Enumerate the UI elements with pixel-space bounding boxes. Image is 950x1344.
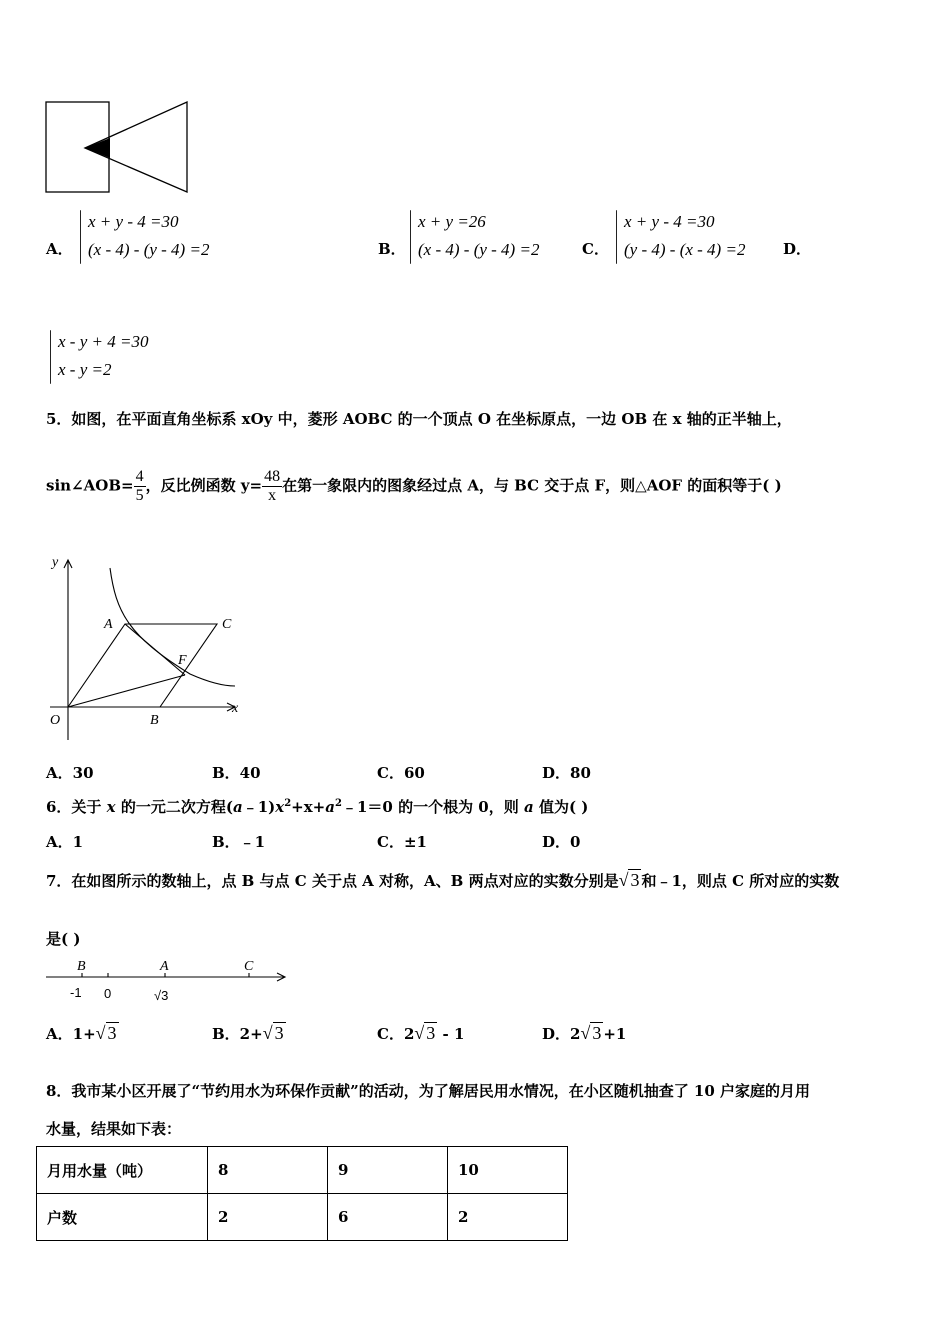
q4-option-c-system: x + y - 4 =30 (y - 4) - (x - 4) =2 (624, 212, 746, 259)
q8-stem-line1: 8．我市某小区开展了“节约用水为环保作贡献”的活动，为了解居民用水情况，在小区随机抽查了 10 户家庭的月用 (46, 1082, 811, 1100)
q5-option-a: A．30 (46, 764, 94, 782)
q4-figure (40, 96, 200, 198)
q7-label-b: B (77, 959, 86, 974)
q5-option-d: D．80 (542, 764, 591, 782)
q7-stem-line1: 7．在如图所示的数轴上，点 B 与点 C 关于点 A 对称，A、B 两点对应的实数分别是√ 3 和﹣1，则点 C 所对应的实数 (46, 870, 840, 890)
q7-tick-neg1: -1 (70, 985, 82, 1000)
q5-label-o: O (50, 713, 61, 728)
q5-stem-line1: 5．如图，在平面直角坐标系 xOy 中，菱形 AOBC 的一个顶点 O 在坐标原点，一边 OB 在 x 轴的正半轴上， (46, 410, 792, 428)
q6-option-d: D．0 (542, 833, 581, 851)
q5-label-c: C (222, 617, 232, 632)
table-row (37, 1147, 568, 1194)
q8-stem-line2: 水量，结果如下表： (46, 1120, 182, 1138)
q4-option-d-label: D． (783, 240, 812, 258)
q5-option-c: C．60 (377, 764, 425, 782)
q7-option-d: D．2√ 3 +1 (542, 1023, 627, 1043)
table-cell: 月用水量（吨） (37, 1147, 208, 1194)
q7-option-c: C．2√ 3 - 1 (377, 1023, 465, 1043)
q5-stem-line2: sin∠AOB= $\frac{4}{5}$ ，反比例函数 y= $\frac{48}{x}$ 在第一象限内的图象经过点 A，与 BC 交于点 F，则△AOF 的面积等于( ) (46, 468, 782, 504)
q5-label-b: B (150, 713, 159, 728)
table-cell: 2 (208, 1194, 328, 1241)
table-cell: 2 (448, 1194, 568, 1241)
q5-label-y: y (52, 555, 59, 570)
q7-stem-line2: 是( ) (46, 930, 81, 948)
table-cell: 8 (208, 1147, 328, 1194)
q5-coordinate-figure (40, 550, 250, 745)
q4-option-b-label: B． (378, 240, 406, 258)
q8-water-table (36, 1146, 568, 1241)
q7-option-a: A．1+√ 3 (46, 1023, 117, 1043)
q6-option-c: C．±1 (377, 833, 427, 851)
table-cell: 9 (328, 1147, 448, 1194)
q5-label-x: x (232, 701, 239, 716)
q4-option-a-system: x + y - 4 =30 (x - 4) - (y - 4) =2 (88, 212, 210, 259)
q7-tick-zero: 0 (104, 986, 112, 1001)
q5-label-a: A (104, 617, 113, 632)
table-row (37, 1194, 568, 1241)
table-cell: 户数 (37, 1194, 208, 1241)
q7-tick-root3: √3 (154, 988, 169, 1003)
q4-option-b-system: x + y =26 (x - 4) - (y - 4) =2 (418, 212, 540, 259)
q7-label-c: C (244, 959, 254, 974)
q7-label-a: A (160, 959, 169, 974)
q6-option-a: A．1 (46, 833, 84, 851)
table-cell: 10 (448, 1147, 568, 1194)
q5-option-b: B．40 (212, 764, 261, 782)
q4-option-a-label: A． (46, 240, 73, 258)
q4-option-c-label: C． (582, 240, 609, 258)
q5-label-f: F (178, 653, 187, 668)
table-cell: 6 (328, 1194, 448, 1241)
q6-option-b: B．﹣1 (212, 833, 266, 851)
q7-number-line (40, 955, 300, 1010)
q6-stem: 6．关于 x 的一元二次方程$(a﹣1)x^2+x+a^2﹣1=0$ 的一个根为 0，则 a 值为( ) (46, 798, 589, 816)
q7-option-b: B．2+√ 3 (212, 1023, 284, 1043)
q4-option-d-system: x - y + 4 =30 x - y =2 (58, 332, 149, 379)
